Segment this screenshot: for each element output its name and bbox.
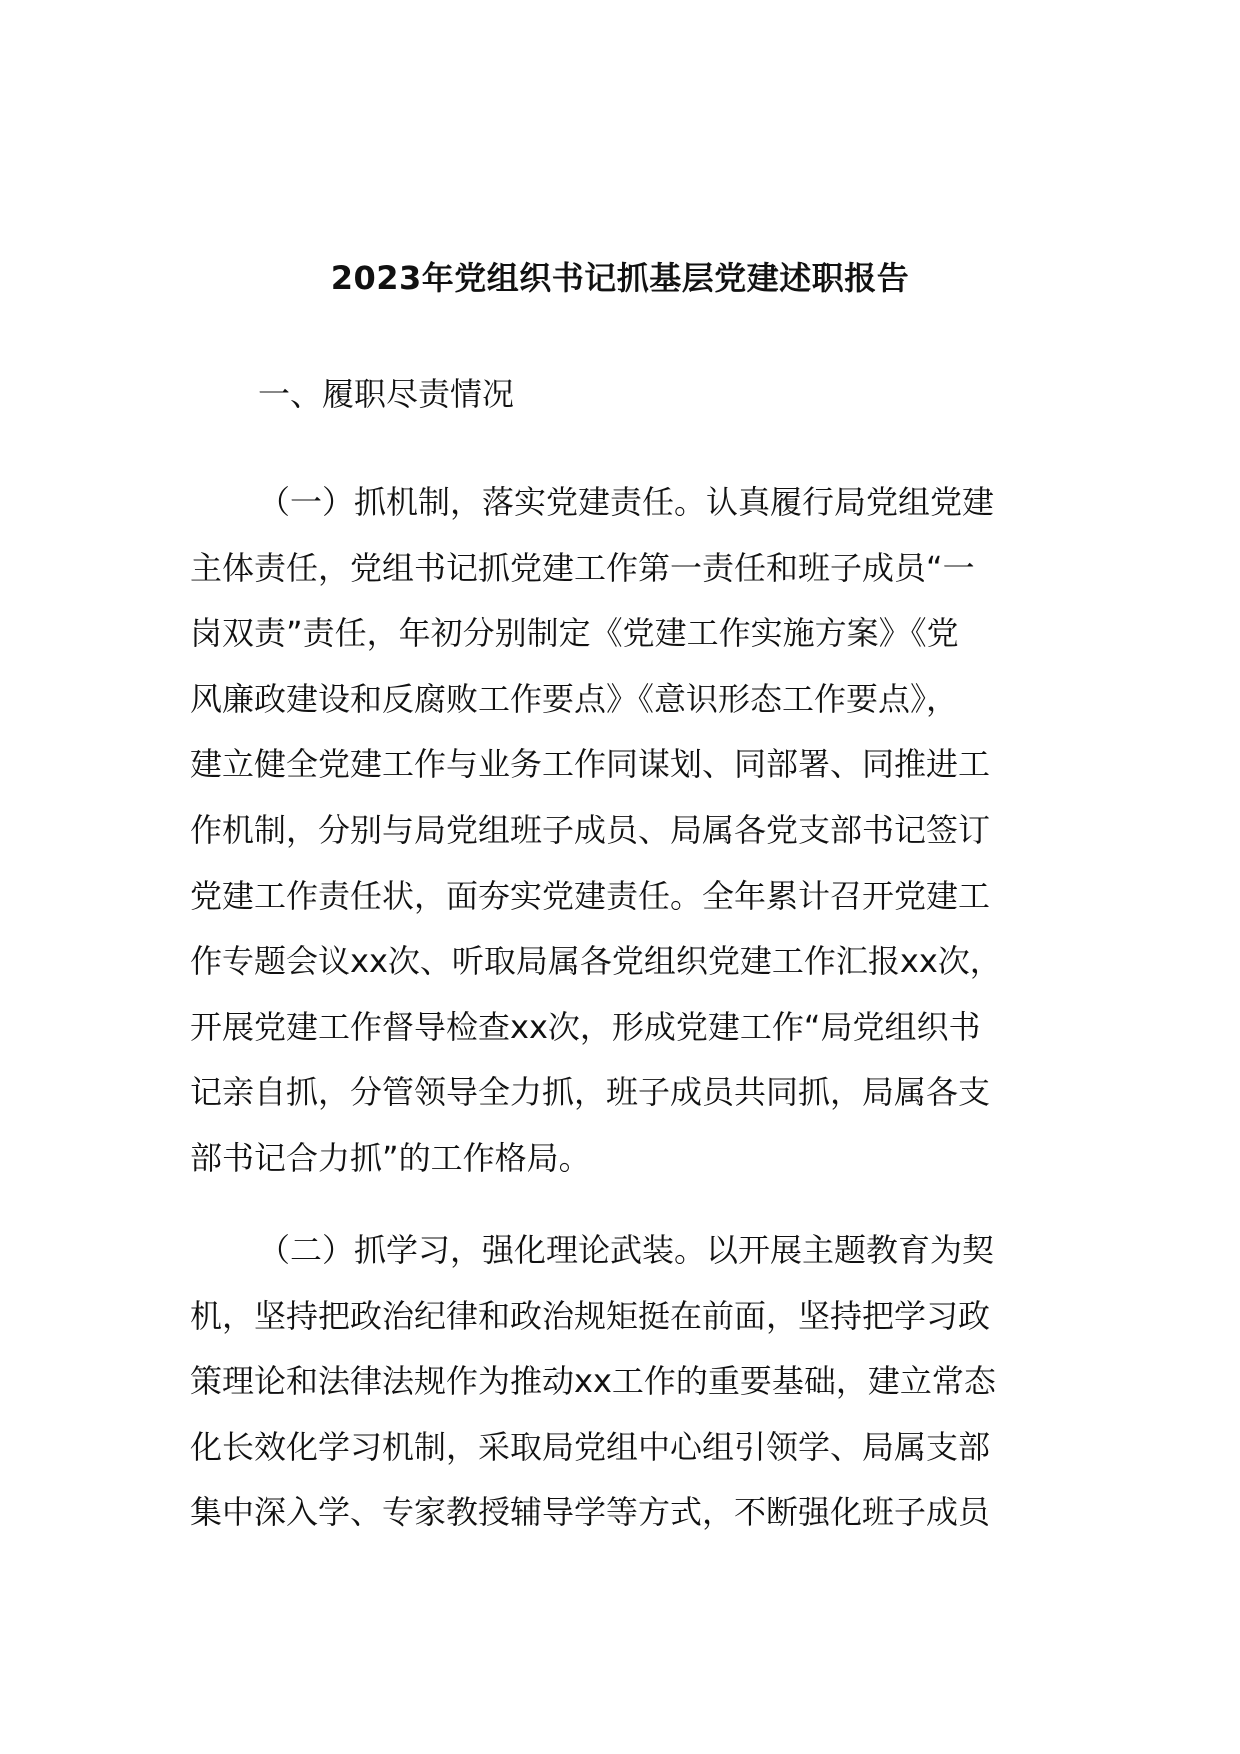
paragraph-line: （一）抓机制，落实党建责任。认真履行局党组党建 [258, 483, 995, 521]
paragraph-line: 策理论和法律法规作为推动xx工作的重要基础，建立常态 [190, 1362, 996, 1401]
paragraph-line: 作机制，分别与局党组班子成员、局属各党支部书记签订 [190, 810, 991, 849]
paragraph-line: 记亲自抓，分管领导全力抓，班子成员共同抓，局属各支 [190, 1073, 991, 1112]
paragraph-line: （二）抓学习，强化理论武装。以开展主题教育为契 [258, 1231, 995, 1269]
paragraph-line: 部书记合力抓”的工作格局。 [190, 1138, 591, 1177]
paragraph-line: 党建工作责任状，面夯实党建责任。全年累计召开党建工 [190, 876, 991, 915]
paragraph-line: 集中深入学、专家教授辅导学等方式，不断强化班子成员 [190, 1493, 991, 1532]
document-title: 2023年党组织书记抓基层党建述职报告 [330, 259, 910, 297]
paragraph-line: 建立健全党建工作与业务工作同谋划、同部署、同推进工 [190, 745, 991, 784]
paragraph-line: 作专题会议xx次、听取局属各党组织党建工作汇报xx次， [190, 942, 1002, 981]
paragraph-line: 化长效化学习机制，采取局党组中心组引领学、局属支部 [190, 1427, 991, 1466]
paragraph-line: 机，坚持把政治纪律和政治规矩挺在前面，坚持把学习政 [190, 1296, 991, 1335]
paragraph-line: 主体责任，党组书记抓党建工作第一责任和班子成员“一 [190, 548, 975, 587]
paragraph-line: 风廉政建设和反腐败工作要点》《意识形态工作要点》， [190, 679, 959, 718]
paragraph-line: 岗双责”责任，年初分别制定《党建工作实施方案》《党 [190, 614, 959, 653]
section-heading: 一、履职尽责情况 [258, 375, 515, 413]
paragraph-1 [190, 470, 1070, 1192]
paragraph-line: 开展党建工作督导检查xx次，形成党建工作“局党组织书 [190, 1007, 981, 1046]
paragraph-2 [190, 1218, 1070, 1546]
